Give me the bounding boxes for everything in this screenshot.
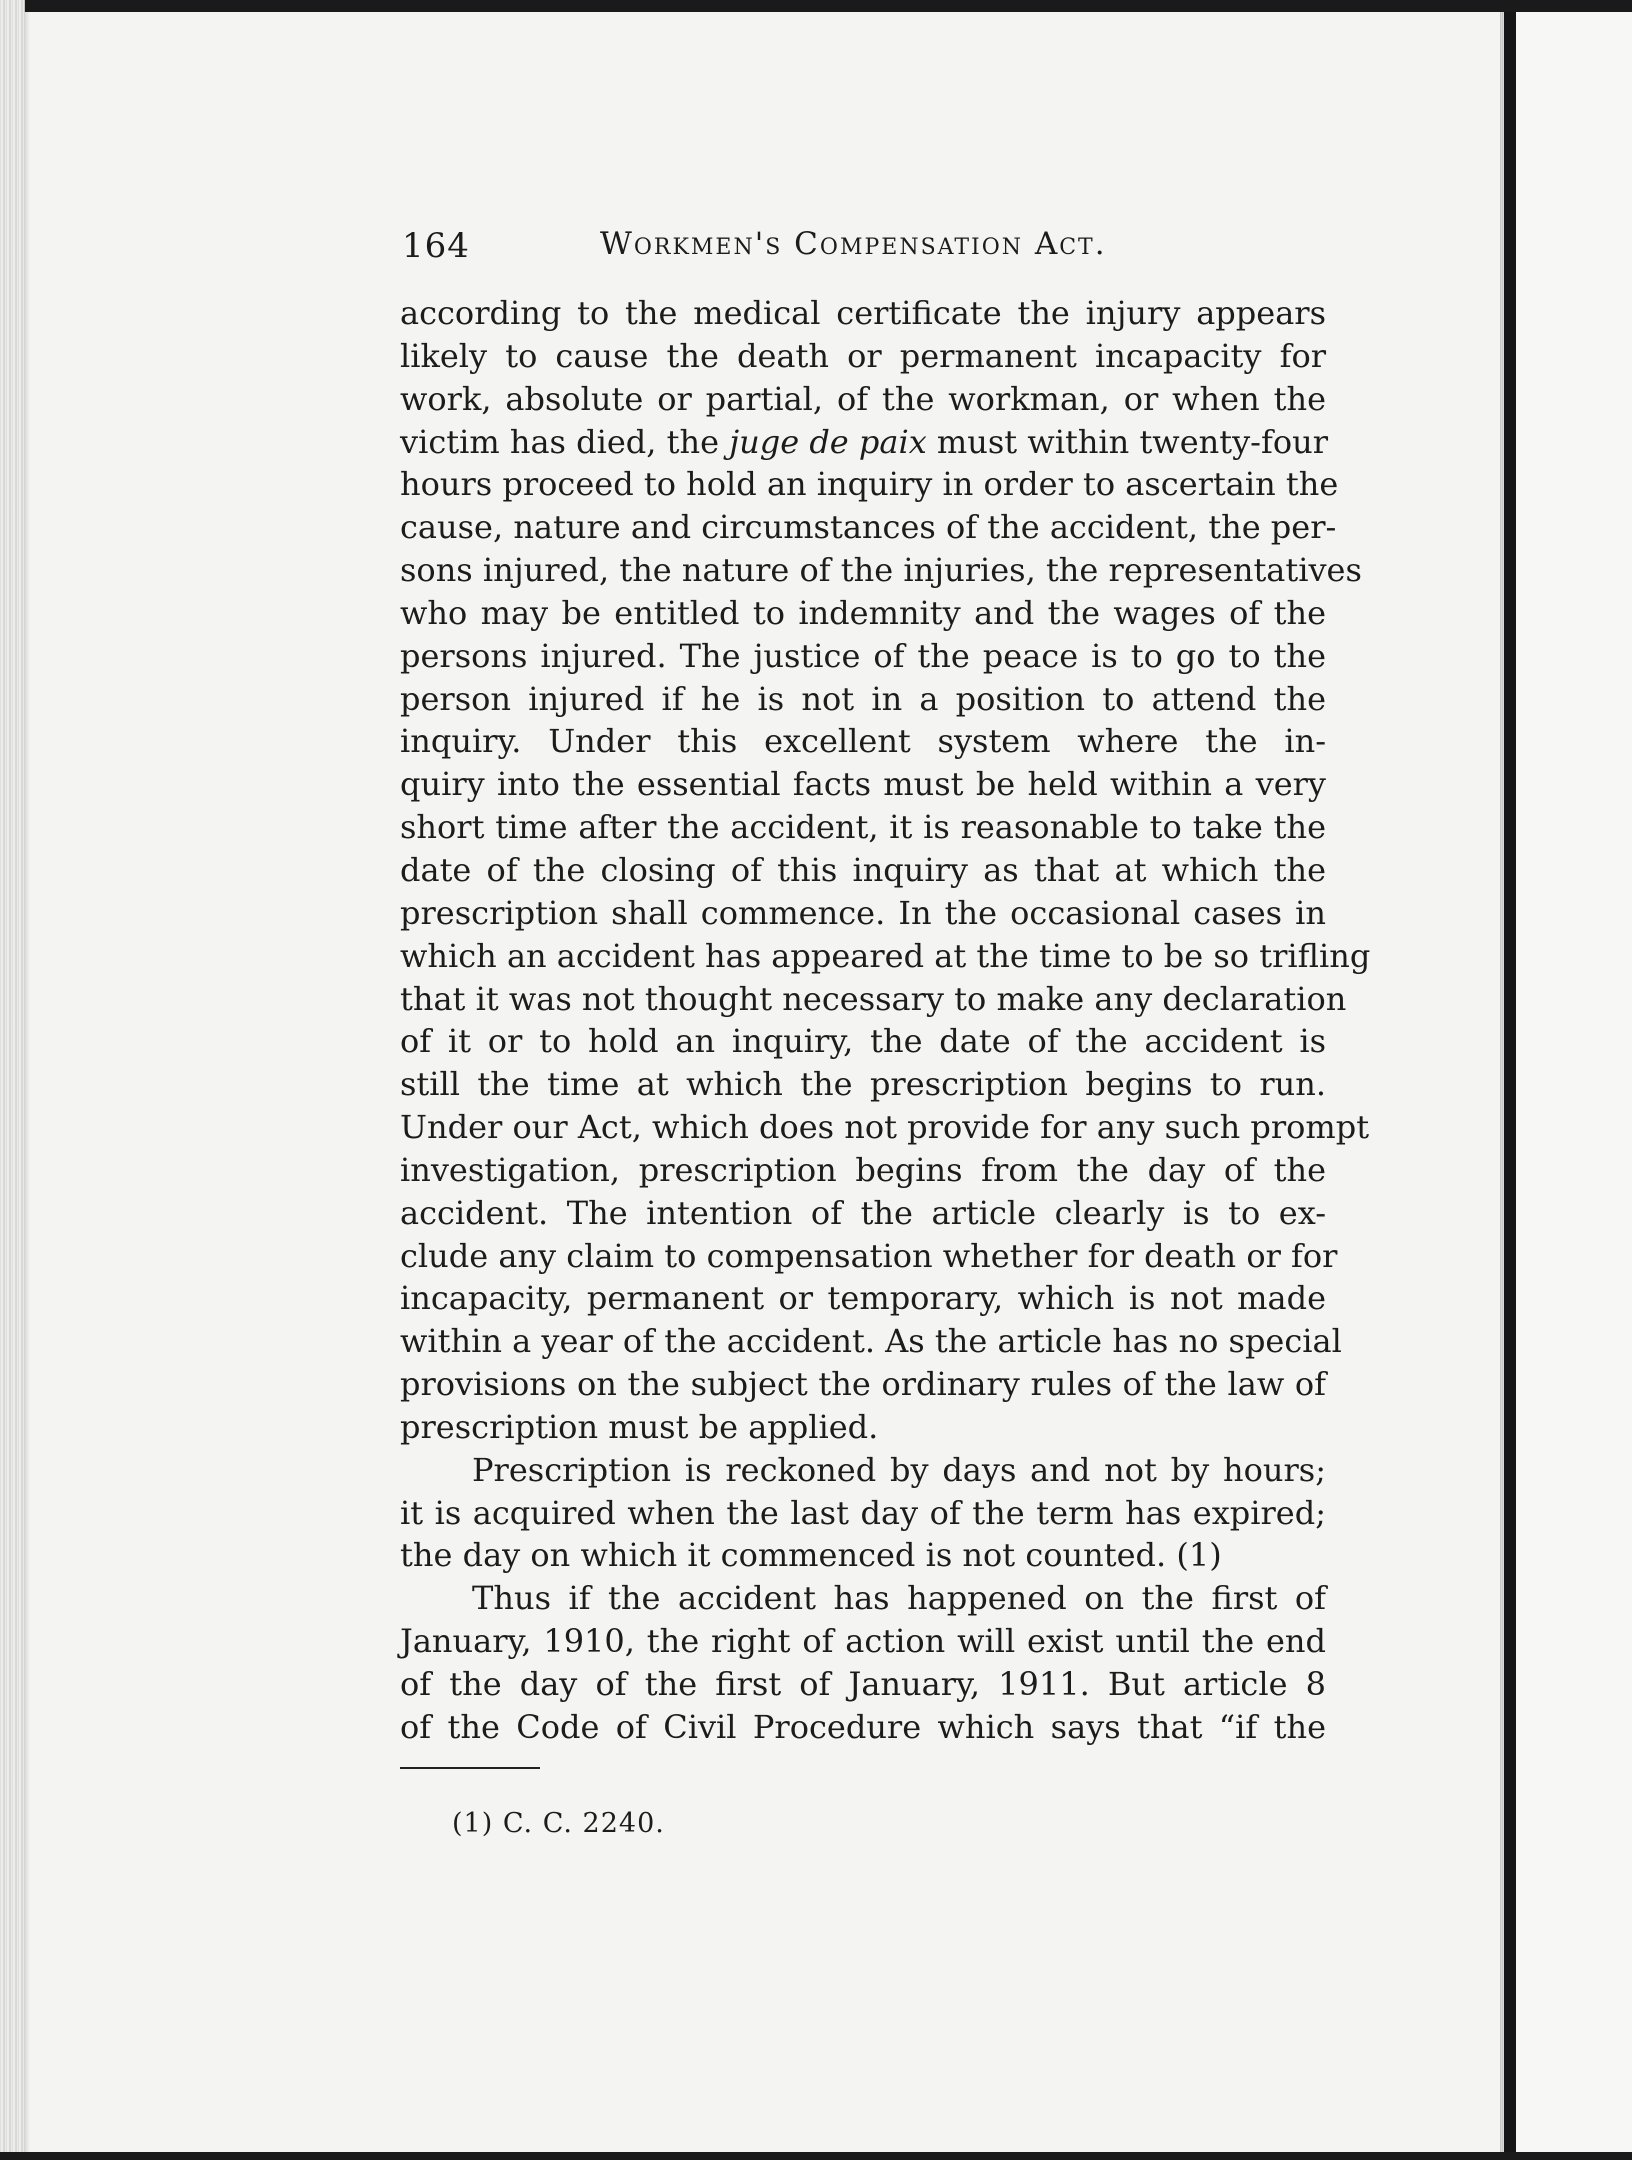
text-line: according to the medical certificate the injury appears (400, 294, 1326, 332)
text-segment: must within twenty-four (926, 422, 1328, 461)
text-line: January, 1910, the right of action will exist until the end (400, 1622, 1326, 1661)
page-header (402, 226, 1330, 276)
text-line: likely to cause the death or permanent incapacity for (400, 336, 1326, 375)
text-line: clude any claim to compensation whether for death or for (400, 1236, 1338, 1275)
running-head: Workmen's Compensation Act. (600, 226, 1107, 262)
text-line: of it or to hold an inquiry, the date of the accident is (400, 1022, 1326, 1061)
text-line: work, absolute or partial, of the workman, or when the (400, 379, 1326, 418)
paragraph-first-line: Prescription is reckoned by days and not by hours; (472, 1450, 1326, 1489)
text-line: person injured if he is not in a position to attend the (400, 679, 1326, 718)
text-line: accident. The intention of the article clearly is to ex- (400, 1193, 1326, 1232)
text-line: of the day of the first of January, 1911. But article 8 (400, 1665, 1326, 1703)
text-line: prescription shall commence. In the occasional cases in (400, 893, 1326, 932)
text-line: persons injured. The justice of the peace is to go to the (400, 636, 1326, 675)
text-line: that it was not thought necessary to make any declaration (400, 979, 1347, 1018)
text-line: still the time at which the prescription begins to run. (400, 1065, 1326, 1104)
text-line: hours proceed to hold an inquiry in order to ascertain the (400, 465, 1339, 504)
book-left-page-edges (0, 0, 25, 2160)
scan-top-border (0, 0, 1632, 12)
page-number: 164 (402, 226, 470, 266)
text-line: quiry into the essential facts must be held within a very (400, 765, 1326, 804)
text-line: which an accident has appeared at the time to be so trifling (400, 936, 1371, 975)
text-line: Under our Act, which does not provide for any such prompt (400, 1108, 1370, 1147)
text-line: investigation, prescription begins from the day of the (400, 1150, 1326, 1189)
text-line: it is acquired when the last day of the term has expired; (400, 1493, 1326, 1532)
paragraph-first-line: Thus if the accident has happened on the first of (472, 1579, 1326, 1618)
paragraph-end-line: prescription must be applied. (400, 1407, 879, 1446)
body-text (400, 292, 1371, 1749)
text-line (400, 421, 1326, 464)
text-segment: victim has died, the (400, 422, 730, 461)
footnote: (1) C. C. 2240. (452, 1808, 665, 1839)
book-binding-divider (1504, 12, 1516, 2152)
text-line: cause, nature and circumstances of the accident, the per- (400, 508, 1337, 547)
page-gutter-shadow (24, 12, 30, 2152)
text-line: who may be entitled to indemnity and the wages of the (400, 593, 1326, 632)
text-line: incapacity, permanent or temporary, which is not made (400, 1279, 1326, 1318)
text-line: short time after the accident, it is reasonable to take the (400, 808, 1326, 847)
next-page-sliver (1516, 12, 1632, 2152)
text-line: of the Code of Civil Procedure which says that “if the (400, 1707, 1326, 1746)
text-line: within a year of the accident. As the article has no special (400, 1322, 1342, 1361)
footnote-rule (400, 1767, 540, 1769)
text-line: provisions on the subject the ordinary rules of the law of (400, 1365, 1326, 1404)
text-line: inquiry. Under this excellent system where the in- (400, 722, 1326, 761)
text-line: date of the closing of this inquiry as that at which the (400, 850, 1326, 889)
text-line: sons injured, the nature of the injuries, the representatives (400, 551, 1362, 590)
scan-bottom-border (0, 2152, 1632, 2160)
italic-phrase: juge de paix (729, 422, 927, 461)
paragraph-end-line: the day on which it commenced is not counted. (1) (400, 1536, 1222, 1575)
